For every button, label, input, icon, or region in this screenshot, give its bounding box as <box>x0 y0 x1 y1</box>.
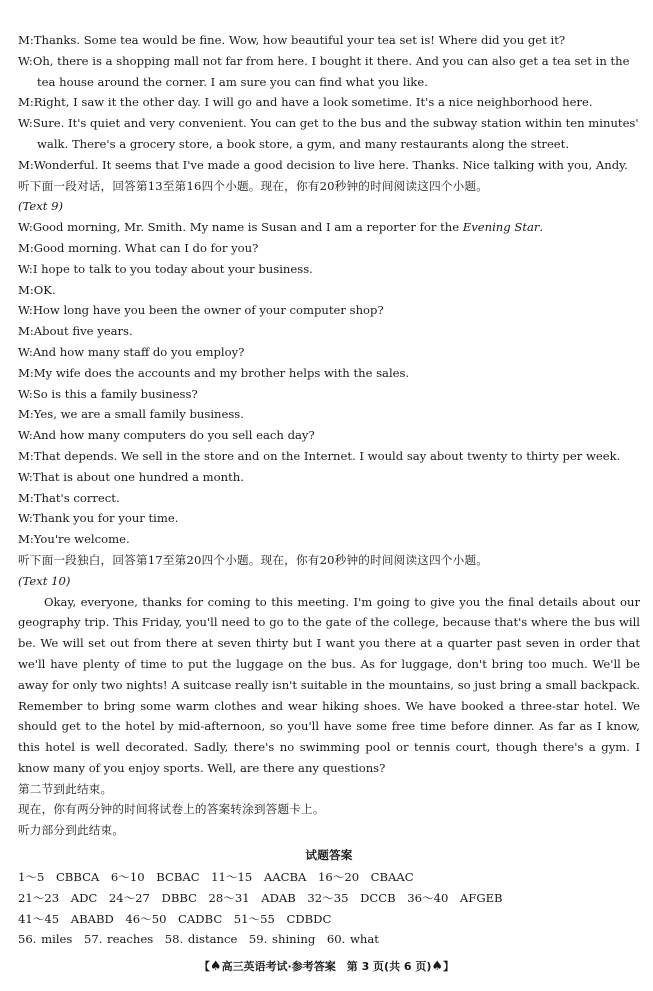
answer-line: 41～45 ABABD 46～50 CADBC 51～55 CDBDC <box>18 911 332 926</box>
dialog-line <box>18 217 640 238</box>
dialog-line: M:You're welcome. <box>18 532 130 547</box>
dialog-text-8 <box>18 30 640 176</box>
dialog-line: W:Sure. It's quiet and very convenient. You can get to the bus and the subway station within ten minutes' walk. There's a grocery store, a book store, a gym, and many restaurants along the street. <box>18 116 639 151</box>
newspaper-name: Evening Star <box>462 220 540 235</box>
dialog-line-end: . <box>539 220 544 235</box>
dialog-text-9 <box>18 217 640 550</box>
dialog-line: M:That depends. We sell in the store and on the Internet. I would say about twenty to thirty per week. <box>18 448 621 463</box>
spade-icon: ♠ <box>431 959 444 974</box>
answer-key <box>18 867 640 950</box>
dialog-line: W:And how many computers do you sell each day? <box>18 428 315 443</box>
dialog-line: W:I hope to talk to you today about your business. <box>18 261 313 276</box>
dialog-line: W:Oh, there is a shopping mall not far from here. I bought it there. And you can also get a tea set in the tea house around the corner. I am sure you can find what you like. <box>18 53 630 89</box>
answer-line: 21～23 ADC 24～27 DBBC 28～31 ADAB 32～35 DCCB 36～40 AFGEB <box>18 890 503 905</box>
dialog-line: M:Good morning. What can I do for you? <box>18 240 259 255</box>
instruction-17-20: 听下面一段独白，回答第17至第20四个小题。现在，你有20秒钟的时间阅读这四个小题。 <box>18 552 489 567</box>
monologue-text-10: Okay, everyone, thanks for coming to this meeting. I'm going to give you the final details about our geography trip. This Friday, you'll need to go to the gate of the college, because that's where the bus will be. We will set out from there at seven thirty but I want you there at a quarter past seven in order that we'll have plenty of time to put the luggage on the bus. As for luggage, don't bring too much. We'll be away for only two nights! A suitcase really isn't suitable in the mountains, so just bring a small backpack. Remember to bring some warm clothes and wear hiking shoes. We have booked a three-star hotel. We should get to the hotel by mid-afternoon, so you'll have some free time before dinner. As far as I know, this hotel is well decorated. Sadly, there's no swimming pool or tennis court, though there's a gym. I know many of you enjoy sports. Well, are there any questions? <box>18 594 640 775</box>
answer-key-page <box>18 30 640 950</box>
dialog-line: M:Wonderful. It seems that I've made a good decision to live here. Thanks. Nice talking with you, Andy. <box>18 157 628 172</box>
dialog-line: M:Right, I saw it the other day. I will go and have a look sometime. It's a nice neighborhood here. <box>18 95 593 110</box>
closing-line: 现在，你有两分钟的时间将试卷上的答案转涂到答题卡上。 <box>18 802 325 817</box>
text-9-label: (Text 9) <box>18 199 63 214</box>
dialog-line: W:Thank you for your time. <box>18 511 179 526</box>
dialog-line: M:OK. <box>18 282 56 297</box>
closing-line: 第二节到此结束。 <box>18 781 113 796</box>
dialog-line: M:My wife does the accounts and my brother helps with the sales. <box>18 365 410 380</box>
dialog-line: M:Thanks. Some tea would be fine. Wow, how beautiful your tea set is! Where did you get it? <box>18 33 566 47</box>
answer-line: 56. miles 57. reaches 58. distance 59. shining 60. what <box>18 932 379 947</box>
dialog-line: M:About five years. <box>18 324 133 339</box>
dialog-line: W:How long have you been the owner of your computer shop? <box>18 303 384 318</box>
footer-text: 高三英语考试·参考答案 第 3 页(共 6 页) <box>221 960 432 973</box>
closing-line: 听力部分到此结束。 <box>18 823 125 838</box>
dialog-line: W:That is about one hundred a month. <box>18 469 244 484</box>
dialog-line: M:That's correct. <box>18 490 120 505</box>
dialog-line: M:Yes, we are a small family business. <box>18 407 244 422</box>
text-10-label: (Text 10) <box>18 573 71 588</box>
dialog-line: W:And how many staff do you employ? <box>18 344 245 359</box>
spade-icon: ♠ <box>209 959 222 974</box>
answer-line: 1～5 CBBCA 6～10 BCBAC 11～15 AACBA 16～20 CBAAC <box>18 870 414 885</box>
instruction-13-16: 听下面一段对话，回答第13至第16四个小题。现在，你有20秒钟的时间阅读这四个小题。 <box>18 178 489 193</box>
page-footer: 【♠高三英语考试·参考答案 第 3 页(共 6 页)♠】 <box>198 959 455 974</box>
answers-title: 试题答案 <box>305 848 353 863</box>
dialog-line-start: W:Good morning, Mr. Smith. My name is Susan and I am a reporter for the <box>18 220 463 235</box>
dialog-line: W:So is this a family business? <box>18 386 198 401</box>
